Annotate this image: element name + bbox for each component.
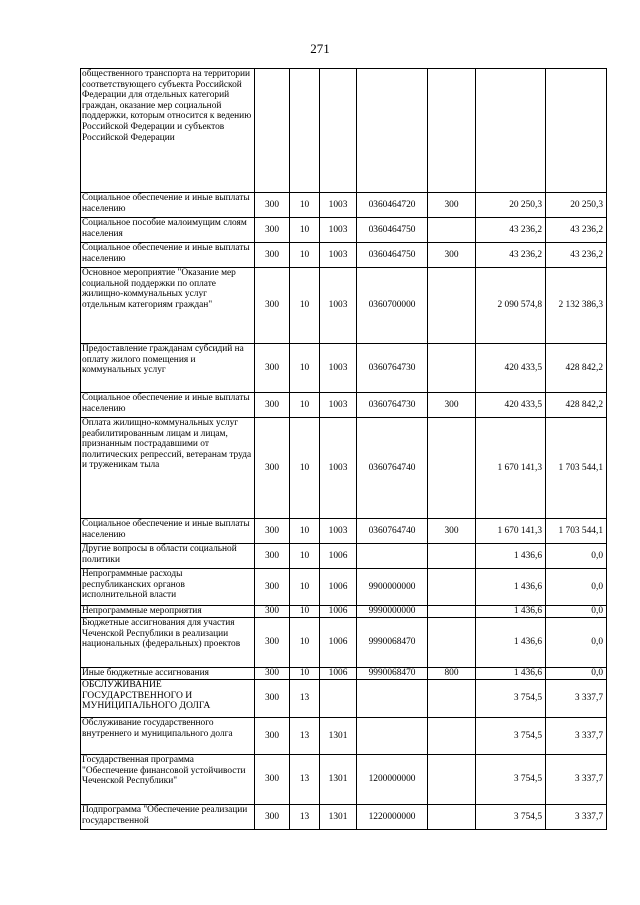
row-vr <box>428 606 476 618</box>
table-row <box>81 519 607 544</box>
row-podrazdel: 1003 <box>320 519 357 544</box>
row-vr: 300 <box>428 243 476 268</box>
row-razdel: 10 <box>290 418 320 519</box>
row-podrazdel: 1003 <box>320 418 357 519</box>
row-ved: 300 <box>255 569 290 606</box>
table-row <box>81 668 607 680</box>
table-row <box>81 606 607 618</box>
table-row <box>81 755 607 805</box>
page-number: 271 <box>310 41 330 56</box>
row-sum1: 420 433,5 <box>476 393 546 418</box>
row-podrazdel: 1006 <box>320 569 357 606</box>
row-name: Непрограммные расходы республиканских органов исполнительной власти <box>81 569 255 606</box>
row-podrazdel <box>320 680 357 718</box>
row-podrazdel: 1006 <box>320 618 357 668</box>
row-csr: 0360464750 <box>357 243 428 268</box>
row-sum1: 1 670 141,3 <box>476 519 546 544</box>
row-name: Обслуживание государственного внутреннего и муниципального долга <box>81 718 255 755</box>
row-sum2: 0,0 <box>546 544 607 569</box>
row-razdel: 13 <box>290 680 320 718</box>
table-row <box>81 544 607 569</box>
table-row <box>81 344 607 393</box>
row-sum1 <box>476 69 546 193</box>
row-csr: 0360764740 <box>357 519 428 544</box>
row-sum2: 1 703 544,1 <box>546 519 607 544</box>
row-csr: 1200000000 <box>357 755 428 805</box>
row-ved: 300 <box>255 268 290 344</box>
budget-table <box>80 68 607 830</box>
row-podrazdel: 1006 <box>320 668 357 680</box>
row-name: Государственная программа "Обеспечение финансовой устойчивости Чеченской Республики" <box>81 755 255 805</box>
row-sum2: 43 236,2 <box>546 218 607 243</box>
row-vr <box>428 69 476 193</box>
table-row <box>81 718 607 755</box>
row-sum1: 3 754,5 <box>476 680 546 718</box>
row-razdel: 10 <box>290 243 320 268</box>
table-row <box>81 393 607 418</box>
row-vr <box>428 755 476 805</box>
row-csr <box>357 544 428 569</box>
row-ved: 300 <box>255 718 290 755</box>
row-csr: 9990068470 <box>357 618 428 668</box>
row-podrazdel: 1006 <box>320 544 357 569</box>
row-sum2: 2 132 386,3 <box>546 268 607 344</box>
row-ved: 300 <box>255 618 290 668</box>
row-csr: 1220000000 <box>357 805 428 830</box>
row-ved: 300 <box>255 519 290 544</box>
row-csr: 9900000000 <box>357 569 428 606</box>
row-name: Основное мероприятие "Оказание мер социальной поддержки по оплате жилищно-коммунальных услуг отдельным категориям граждан" <box>81 268 255 344</box>
row-vr <box>428 718 476 755</box>
row-sum2: 3 337,7 <box>546 755 607 805</box>
row-csr <box>357 680 428 718</box>
row-csr: 0360464720 <box>357 193 428 218</box>
row-sum2: 428 842,2 <box>546 344 607 393</box>
row-ved: 300 <box>255 755 290 805</box>
table-row <box>81 680 607 718</box>
row-vr <box>428 418 476 519</box>
table-row <box>81 268 607 344</box>
row-podrazdel: 1003 <box>320 393 357 418</box>
table-row <box>81 618 607 668</box>
row-ved <box>255 69 290 193</box>
row-sum2 <box>546 69 607 193</box>
row-name: Социальное обеспечение и иные выплаты населению <box>81 193 255 218</box>
table-row <box>81 69 607 193</box>
row-sum1: 1 436,6 <box>476 544 546 569</box>
row-sum2: 0,0 <box>546 668 607 680</box>
row-razdel: 13 <box>290 755 320 805</box>
row-csr: 0360464750 <box>357 218 428 243</box>
row-sum1: 3 754,5 <box>476 755 546 805</box>
row-sum1: 43 236,2 <box>476 243 546 268</box>
row-ved: 300 <box>255 393 290 418</box>
row-vr: 300 <box>428 393 476 418</box>
row-vr: 300 <box>428 519 476 544</box>
row-name: Социальное обеспечение и иные выплаты населению <box>81 243 255 268</box>
row-csr <box>357 718 428 755</box>
row-razdel: 10 <box>290 193 320 218</box>
table-row <box>81 569 607 606</box>
row-podrazdel: 1301 <box>320 755 357 805</box>
row-razdel: 10 <box>290 668 320 680</box>
row-sum2: 3 337,7 <box>546 805 607 830</box>
row-sum1: 420 433,5 <box>476 344 546 393</box>
row-sum2: 20 250,3 <box>546 193 607 218</box>
row-vr <box>428 218 476 243</box>
row-sum1: 1 436,6 <box>476 618 546 668</box>
row-sum2: 43 236,2 <box>546 243 607 268</box>
row-csr: 0360700000 <box>357 268 428 344</box>
row-sum2: 0,0 <box>546 618 607 668</box>
row-vr: 300 <box>428 193 476 218</box>
row-sum1: 1 436,6 <box>476 606 546 618</box>
row-name: общественного транспорта на территории соответствующего субъекта Российской Федерации для отдельных категорий граждан, оказание мер социальной поддержки, которым относится к ведению Российской Федерации и субъектов Российской Федерации <box>81 69 255 193</box>
row-sum2: 3 337,7 <box>546 718 607 755</box>
row-vr <box>428 805 476 830</box>
row-name: ОБСЛУЖИВАНИЕ ГОСУДАРСТВЕННОГО И МУНИЦИПАЛЬНОГО ДОЛГА <box>81 680 255 718</box>
row-podrazdel: 1006 <box>320 606 357 618</box>
row-name: Социальное обеспечение и иные выплаты населению <box>81 519 255 544</box>
row-ved: 300 <box>255 668 290 680</box>
row-sum2: 428 842,2 <box>546 393 607 418</box>
row-sum1: 3 754,5 <box>476 805 546 830</box>
row-ved: 300 <box>255 680 290 718</box>
row-razdel: 10 <box>290 268 320 344</box>
row-ved: 300 <box>255 218 290 243</box>
row-sum1: 2 090 574,8 <box>476 268 546 344</box>
row-sum1: 20 250,3 <box>476 193 546 218</box>
row-sum1: 3 754,5 <box>476 718 546 755</box>
row-vr <box>428 344 476 393</box>
row-name: Предоставление гражданам субсидий на оплату жилого помещения и коммунальных услуг <box>81 344 255 393</box>
row-ved: 300 <box>255 544 290 569</box>
row-csr: 9990068470 <box>357 668 428 680</box>
row-csr: 0360764730 <box>357 393 428 418</box>
row-ved: 300 <box>255 805 290 830</box>
row-name: Социальное пособие малоимущим слоям населения <box>81 218 255 243</box>
row-name: Бюджетные ассигнования для участия Чеченской Республики в реализации национальных (федеральных) проектов <box>81 618 255 668</box>
row-ved: 300 <box>255 344 290 393</box>
row-ved: 300 <box>255 243 290 268</box>
row-podrazdel: 1301 <box>320 805 357 830</box>
row-podrazdel: 1003 <box>320 344 357 393</box>
row-csr: 0360764740 <box>357 418 428 519</box>
row-sum1: 1 436,6 <box>476 668 546 680</box>
row-podrazdel: 1003 <box>320 243 357 268</box>
row-name: Другие вопросы в области социальной политики <box>81 544 255 569</box>
table-row <box>81 418 607 519</box>
row-ved: 300 <box>255 606 290 618</box>
row-razdel: 10 <box>290 569 320 606</box>
row-vr <box>428 544 476 569</box>
table-row <box>81 805 607 830</box>
row-sum2: 0,0 <box>546 569 607 606</box>
row-podrazdel: 1003 <box>320 193 357 218</box>
row-name: Подпрограмма "Обеспечение реализации государственной <box>81 805 255 830</box>
row-razdel <box>290 69 320 193</box>
row-razdel: 10 <box>290 218 320 243</box>
row-razdel: 10 <box>290 544 320 569</box>
row-vr <box>428 569 476 606</box>
row-vr <box>428 268 476 344</box>
row-razdel: 10 <box>290 519 320 544</box>
row-razdel: 10 <box>290 606 320 618</box>
row-ved: 300 <box>255 418 290 519</box>
table-row <box>81 218 607 243</box>
row-name: Иные бюджетные ассигнования <box>81 668 255 680</box>
row-razdel: 13 <box>290 718 320 755</box>
row-razdel: 10 <box>290 618 320 668</box>
row-sum2: 1 703 544,1 <box>546 418 607 519</box>
row-sum1: 43 236,2 <box>476 218 546 243</box>
row-razdel: 10 <box>290 393 320 418</box>
row-vr <box>428 680 476 718</box>
row-csr <box>357 69 428 193</box>
table-row <box>81 193 607 218</box>
row-csr: 0360764730 <box>357 344 428 393</box>
row-podrazdel: 1003 <box>320 268 357 344</box>
row-sum1: 1 670 141,3 <box>476 418 546 519</box>
table-row <box>81 243 607 268</box>
row-razdel: 13 <box>290 805 320 830</box>
row-podrazdel <box>320 69 357 193</box>
row-podrazdel: 1003 <box>320 218 357 243</box>
row-name: Оплата жилищно-коммунальных услуг реабилитированным лицам и лицам, признанным пострадавшими от политических репрессий, ветеранам труда и труженикам тыла <box>81 418 255 519</box>
row-sum1: 1 436,6 <box>476 569 546 606</box>
row-sum2: 3 337,7 <box>546 680 607 718</box>
row-vr: 800 <box>428 668 476 680</box>
row-name: Социальное обеспечение и иные выплаты населению <box>81 393 255 418</box>
row-name: Непрограммные мероприятия <box>81 606 255 618</box>
row-podrazdel: 1301 <box>320 718 357 755</box>
row-csr: 9990000000 <box>357 606 428 618</box>
row-sum2: 0,0 <box>546 606 607 618</box>
row-razdel: 10 <box>290 344 320 393</box>
row-vr <box>428 618 476 668</box>
row-ved: 300 <box>255 193 290 218</box>
